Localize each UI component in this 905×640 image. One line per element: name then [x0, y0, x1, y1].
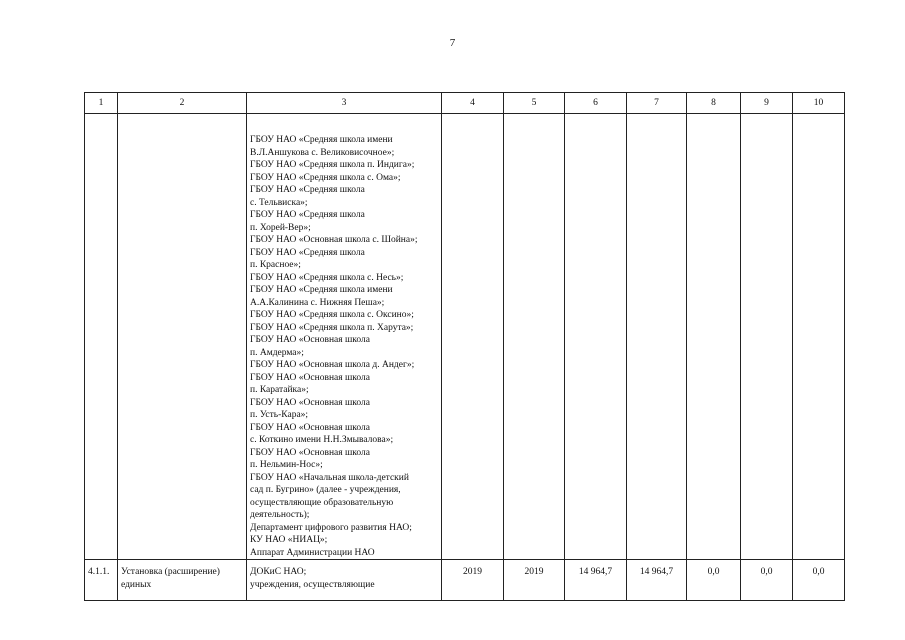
executor-line: ГБОУ НАО «Основная школа	[250, 397, 371, 408]
item-name-cell	[118, 560, 247, 601]
executor-line: ГБОУ НАО «Основная школа с. Шойна»;	[250, 235, 418, 245]
value-cell: 14 964,7	[627, 560, 687, 601]
executor-line: сад п. Бугрино» (далее - учреждения,	[250, 485, 401, 495]
executor-line: ГБОУ НАО «Средняя школа п. Индига»;	[250, 160, 415, 170]
column-number-cell: 2	[118, 93, 247, 114]
column-number-cell: 1	[85, 93, 118, 114]
executor-line: ГБОУ НАО «Основная школа	[250, 422, 371, 433]
column-number-cell: 5	[504, 93, 565, 114]
end-year-cell: 2019	[504, 560, 565, 601]
executor-line: А.А.Калинина с. Нижняя Пеша»;	[250, 297, 385, 308]
executor-line: ГБОУ НАО «Средняя школа п. Харута»;	[250, 322, 414, 333]
executor-line: ГБОУ НАО «Основная школа	[250, 447, 371, 458]
executor-line: КУ НАО «НИАЦ»;	[250, 535, 328, 545]
empty-cell	[118, 114, 247, 560]
empty-cell	[504, 114, 565, 560]
executor-line: п. Амдерма»;	[250, 347, 304, 358]
column-number-cell: 7	[627, 93, 687, 114]
executor-line: ГБОУ НАО «Средняя школа с. Несь»;	[250, 272, 404, 283]
value-cell: 14 964,7	[565, 560, 627, 601]
executor-line: ГБОУ НАО «Средняя школа имени	[250, 135, 393, 145]
executor-line: ГБОУ НАО «Средняя школа	[250, 210, 365, 220]
table-row-4-1-1	[85, 560, 845, 601]
column-numbers-row	[85, 93, 845, 114]
value-cell: 0,0	[741, 560, 793, 601]
executors-list-cell	[247, 114, 442, 560]
executor-line: учреждения, осуществляющие	[250, 579, 375, 590]
column-number-cell: 8	[687, 93, 741, 114]
empty-cell	[741, 114, 793, 560]
empty-cell	[687, 114, 741, 560]
column-number-cell: 10	[793, 93, 845, 114]
item-name-line: единых	[121, 579, 152, 590]
item-name-line: Установка (расширение)	[121, 567, 220, 577]
column-number-cell: 3	[247, 93, 442, 114]
executor-line: Аппарат Администрации НАО	[250, 547, 375, 558]
executor-line: ГБОУ НАО «Средняя школа	[250, 247, 365, 258]
executor-line: п. Каратайка»;	[250, 385, 309, 395]
column-number-cell: 9	[741, 93, 793, 114]
executor-line: В.Л.Аншукова с. Великовисочное»;	[250, 147, 395, 158]
executor-line: деятельность);	[250, 510, 310, 520]
item-number-cell: 4.1.1.	[85, 560, 118, 601]
executor-line: п. Красное»;	[250, 260, 301, 270]
page-number: 7	[449, 37, 456, 49]
executor-line: ГБОУ НАО «Средняя школа с. Оксино»;	[250, 310, 414, 320]
executor-line: Департамент цифрового развития НАО;	[250, 522, 412, 533]
program-table	[84, 92, 845, 601]
executor-line: осуществляющие образовательную	[250, 497, 394, 508]
executor-line: ГБОУ НАО «Средняя школа имени	[250, 285, 393, 295]
executor-line: с. Тельвиска»;	[250, 197, 308, 208]
empty-cell	[442, 114, 504, 560]
empty-cell	[85, 114, 118, 560]
column-number-cell: 4	[442, 93, 504, 114]
empty-cell	[793, 114, 845, 560]
executor-line: ГБОУ НАО «Основная школа	[250, 372, 371, 383]
item-executors-cell	[247, 560, 442, 601]
start-year-cell: 2019	[442, 560, 504, 601]
executor-line: п. Нельмин-Нос»;	[250, 460, 323, 470]
value-cell: 0,0	[687, 560, 741, 601]
executor-line: ГБОУ НАО «Основная школа	[250, 335, 371, 345]
executor-line: ГБОУ НАО «Средняя школа	[250, 185, 365, 195]
executor-line: п. Усть-Кара»;	[250, 410, 309, 420]
executor-line: п. Хорей-Вер»;	[250, 222, 311, 233]
executor-line: ГБОУ НАО «Основная школа д. Андег»;	[250, 360, 415, 370]
executor-line: ДОКиС НАО;	[250, 567, 307, 577]
continuation-row	[85, 114, 845, 560]
empty-cell	[627, 114, 687, 560]
executor-line: ГБОУ НАО «Средняя школа с. Ома»;	[250, 172, 401, 183]
value-cell: 0,0	[793, 560, 845, 601]
executor-line: ГБОУ НАО «Начальная школа-детский	[250, 472, 409, 483]
empty-cell	[565, 114, 627, 560]
column-number-cell: 6	[565, 93, 627, 114]
executor-line: с. Коткино имени Н.Н.Змывалова»;	[250, 435, 394, 445]
